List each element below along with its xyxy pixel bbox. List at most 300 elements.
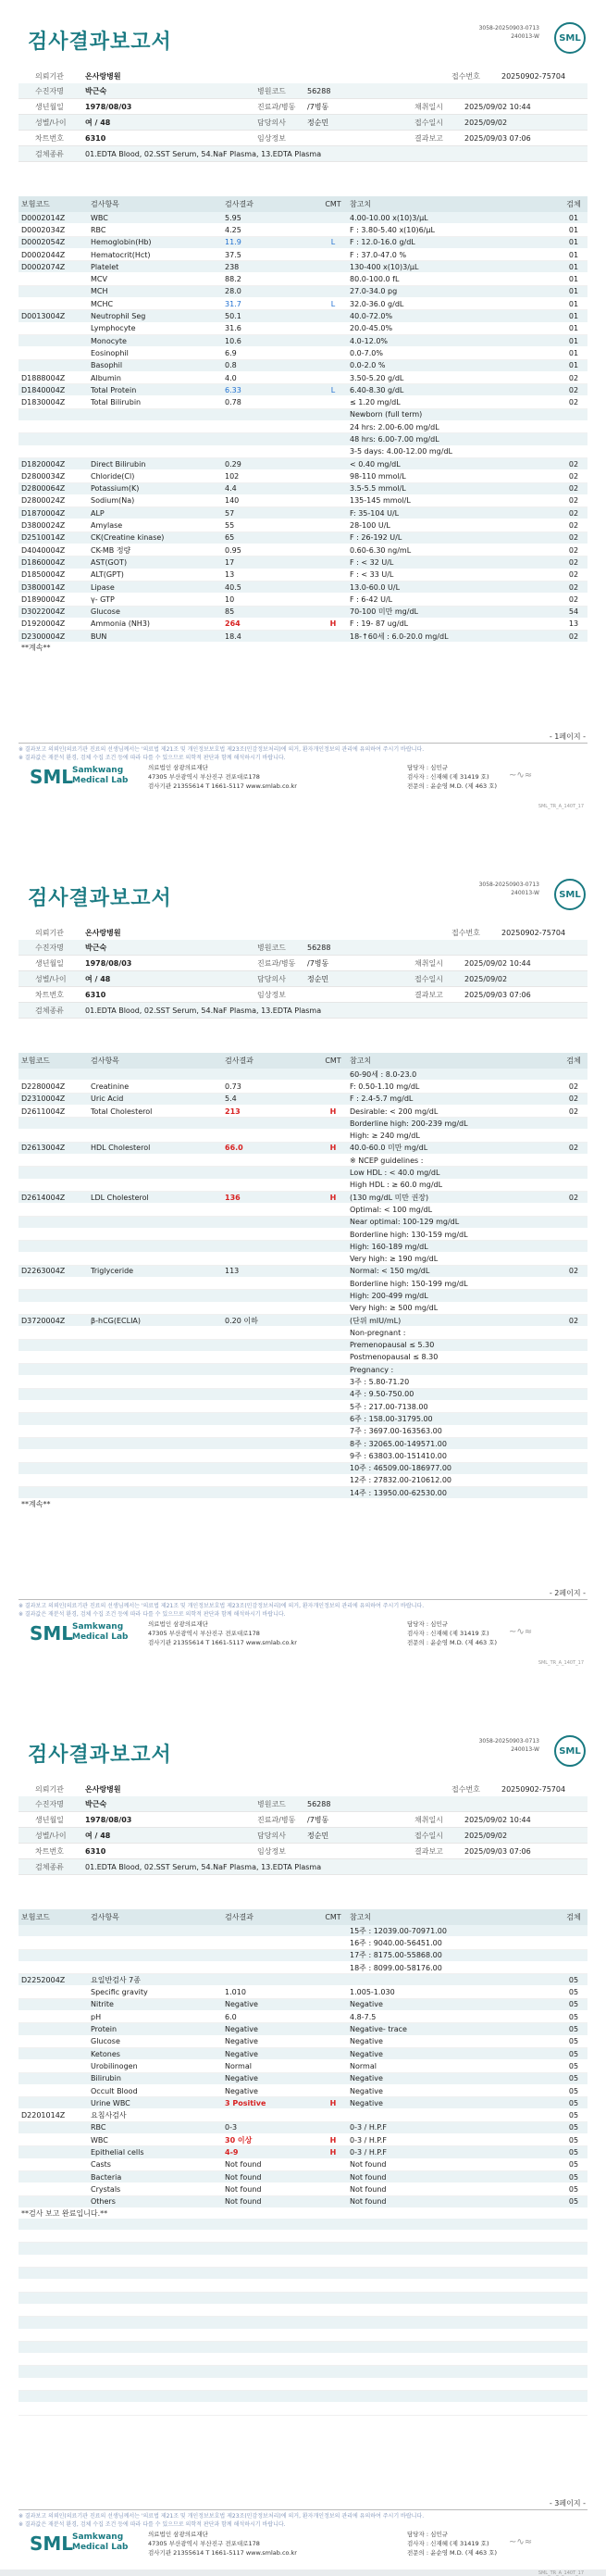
result-cell: 88.2 [225, 275, 241, 284]
blank-row [19, 2280, 587, 2292]
report-end-label: **검사 보고 완료입니다.** [21, 2208, 108, 2218]
result-cell: < 0.40 mg/dL [350, 459, 401, 469]
result-cell: F : < 33 U/L [350, 570, 394, 580]
result-row [19, 1925, 587, 1937]
footer-reporter: 담당자 : 심민규 [407, 764, 448, 771]
result-cell: BUN [91, 631, 107, 641]
result-cell: 0.0-2.0 % [350, 361, 386, 370]
result-cell: 6.9 [225, 348, 237, 357]
column-header: CMT [325, 1913, 341, 1921]
result-cell: 5.4 [225, 1094, 237, 1104]
info-value-collected: 2025/09/02 10:44 [464, 958, 531, 968]
result-cell: F : 6-42 U/L [350, 594, 393, 604]
result-cell: 17주 : 8175.00-55868.00 [350, 1951, 442, 1960]
footer-tester: 검사자 : 신재혜 (제 31419 호) [407, 1630, 489, 1637]
result-cell: Postmenopausal ≤ 8.30 [350, 1353, 439, 1362]
result-cell: 55 [225, 521, 235, 531]
result-cell: H [329, 619, 337, 629]
result-cell: D2800064Z [21, 484, 66, 494]
results-table [19, 1909, 587, 2416]
column-header: 보험코드 [21, 200, 50, 208]
result-cell: D1890004Z [21, 594, 66, 604]
report-code: 240013-W [511, 890, 539, 896]
result-cell: 02 [568, 594, 579, 604]
result-cell: 16주 : 9040.00-56451.00 [350, 1938, 442, 1947]
result-cell: Not found [225, 2197, 262, 2207]
result-cell: 4.25 [225, 225, 241, 234]
result-cell: 0.60-6.30 ng/mL [350, 545, 412, 555]
result-row [19, 224, 587, 236]
result-cell: Specific gravity [91, 1988, 148, 1997]
result-cell: L [330, 238, 336, 247]
sml-logo-icon: SML [554, 22, 586, 54]
result-cell: ※ NCEP guidelines : [350, 1156, 424, 1165]
result-cell: D1920004Z [21, 619, 66, 629]
info-label-hospital_code: 병원코드 [257, 86, 286, 95]
results-table [19, 196, 587, 653]
result-cell: 4.0 [225, 373, 237, 382]
handwritten-signature: ~∿≈ [509, 2537, 533, 2547]
result-cell: D3800014Z [21, 582, 66, 592]
result-cell: 85 [225, 607, 235, 617]
results-header [19, 1909, 587, 1925]
result-cell: 05 [568, 2025, 579, 2034]
result-cell: MCV [91, 275, 107, 284]
result-cell: 02 [568, 471, 579, 481]
result-cell: 18.4 [225, 631, 241, 641]
column-header: 검사항목 [91, 1057, 119, 1065]
result-cell: 02 [568, 545, 579, 555]
result-row [19, 1413, 587, 1425]
result-cell: F : < 32 U/L [350, 557, 394, 567]
info-value-dept: /7병동 [307, 102, 329, 111]
info-label-receipt_no: 접수번호 [451, 928, 480, 937]
result-cell: 6.40-8.30 g/dL [350, 385, 404, 394]
result-cell: D2310004Z [21, 1094, 66, 1104]
column-header: 보험코드 [21, 1913, 50, 1921]
result-cell: Epithelial cells [91, 2147, 144, 2157]
info-label-collected: 채취일시 [414, 958, 443, 968]
info-value-dob: 1978/08/03 [85, 102, 132, 111]
blank-row [19, 2243, 587, 2255]
result-row [19, 594, 587, 606]
info-label-chart_no: 차트번호 [35, 133, 64, 143]
info-value-specimen: 01.EDTA Blood, 02.SST Serum, 54.NaF Plasma, 13.EDTA Plasma [85, 149, 322, 158]
result-row [19, 409, 587, 421]
result-cell: Protein [91, 2025, 117, 2034]
result-row [19, 1278, 587, 1290]
result-row [19, 1376, 587, 1388]
report-page [0, 1713, 606, 2576]
result-cell: Direct Bilirubin [91, 459, 146, 469]
signatories [407, 763, 497, 791]
result-cell: 0.78 [225, 398, 241, 407]
result-cell: RBC [91, 2123, 106, 2132]
result-cell: γ- GTP [91, 594, 115, 604]
footer-reporter: 담당자 : 심민규 [407, 2531, 448, 2538]
result-row [19, 1167, 587, 1179]
result-cell: 05 [568, 2184, 579, 2194]
result-row [19, 2159, 587, 2171]
result-cell: HDL Cholesterol [91, 1144, 151, 1153]
result-row [19, 619, 587, 631]
blank-row [19, 2219, 587, 2231]
blank-row [19, 2293, 587, 2305]
result-row [19, 1180, 587, 1192]
results-header [19, 196, 587, 212]
result-row [19, 507, 587, 519]
result-cell: 130-400 x(10)3/μL [350, 262, 419, 271]
result-cell: 40.5 [225, 582, 241, 592]
result-cell: 102 [225, 471, 240, 481]
info-label-receipt_no: 접수번호 [451, 71, 480, 81]
result-cell: 28-100 U/L [350, 521, 390, 531]
result-cell: CK-MB 정량 [91, 545, 131, 555]
result-cell: 02 [568, 533, 579, 543]
result-cell: Negative [350, 2000, 383, 2009]
info-row [19, 1003, 587, 1019]
info-row [19, 131, 587, 146]
result-row [19, 569, 587, 581]
result-cell: 02 [568, 1193, 579, 1202]
result-cell: 13 [225, 570, 235, 580]
result-cell: 01 [568, 324, 579, 333]
result-cell: Bilirubin [91, 2074, 121, 2083]
result-cell: 4.4 [225, 484, 237, 494]
result-cell: Crystals [91, 2184, 121, 2194]
blank-row [19, 2268, 587, 2280]
result-cell: D2613004Z [21, 1144, 66, 1153]
column-header: 검사항목 [91, 200, 119, 208]
result-cell: Borderline high: 130-159 mg/dL [350, 1230, 468, 1239]
result-cell: H [329, 2098, 337, 2107]
result-cell: Eosinophil [91, 348, 129, 357]
result-row [19, 1352, 587, 1364]
result-row [19, 2060, 587, 2072]
footer-tester: 검사자 : 신재혜 (제 31419 호) [407, 773, 489, 781]
info-label-dob: 생년월일 [35, 958, 64, 968]
result-cell: 05 [568, 1975, 579, 1984]
result-row [19, 1303, 587, 1315]
result-cell: D1850004Z [21, 570, 66, 580]
result-cell: 02 [568, 1082, 579, 1091]
footer-license: 검사기관 21355614 T 1661-5117 www.smlab.co.kr [148, 1639, 297, 1646]
result-row [19, 1081, 587, 1093]
info-value-hospital_code: 56288 [307, 86, 331, 95]
result-cell: 14주 : 13950.00-62530.00 [350, 1488, 447, 1497]
result-cell: Not found [350, 2184, 387, 2194]
result-cell: Very high: ≥ 190 mg/dL [350, 1255, 439, 1264]
company-name-line-2: Medical Lab [72, 1632, 129, 1642]
footer-address: 47305 부산광역시 부산진구 전포대로178 [148, 2540, 260, 2547]
result-cell: 05 [568, 2197, 579, 2207]
result-row [19, 2023, 587, 2035]
sml-logo-mark-icon: SML [30, 766, 74, 788]
result-cell: D2611004Z [21, 1107, 66, 1116]
info-value-chart_no: 6310 [85, 990, 106, 999]
result-row [19, 2085, 587, 2097]
result-row [19, 249, 587, 261]
info-label-dob: 생년월일 [35, 102, 64, 111]
footer-license: 검사기관 21355614 T 1661-5117 www.smlab.co.kr [148, 2549, 297, 2557]
result-cell: 140 [225, 496, 240, 506]
continue-label: **계속** [21, 1500, 51, 1509]
disclaimer-line: ※ 결과값은 재분석 환경, 검체 수집 조건 등에 따라 다를 수 있으므로 의학적 판단과 함께 해석하시기 바랍니다. [19, 755, 286, 761]
blank-row [19, 2379, 587, 2391]
result-row [19, 2036, 587, 2048]
result-cell: AST(GOT) [91, 557, 128, 567]
result-row [19, 606, 587, 619]
result-cell: 02 [568, 1267, 579, 1276]
result-cell: D1870004Z [21, 508, 66, 518]
result-cell: Negative [225, 2086, 258, 2095]
info-value-patient_name: 박근숙 [85, 86, 107, 95]
result-cell: 02 [568, 373, 579, 382]
result-row [19, 495, 587, 507]
result-row [19, 1204, 587, 1216]
info-value-doctor: 정순민 [307, 118, 329, 127]
result-cell: 02 [568, 557, 579, 567]
result-cell: 5.95 [225, 213, 241, 222]
result-cell: 12주 : 27832.00-210612.00 [350, 1476, 452, 1485]
sml-logo-icon: SML [554, 879, 586, 910]
result-cell: Total Protein [91, 385, 137, 394]
result-cell: β-hCG(ECLIA) [91, 1316, 142, 1325]
result-cell: Total Cholesterol [91, 1107, 153, 1116]
result-cell: 8주 : 32065.00-149571.00 [350, 1439, 447, 1448]
report-code: 3058-20250903-0713 [478, 1738, 539, 1744]
result-cell: Hematocrit(Hct) [91, 250, 151, 259]
info-label-reported: 결과보고 [414, 133, 443, 143]
info-label-chart_no: 차트번호 [35, 1846, 64, 1856]
info-row [19, 69, 587, 83]
result-row [19, 1974, 587, 1986]
result-row [19, 298, 587, 310]
result-row [19, 1937, 587, 1949]
result-cell: 6.0 [225, 2012, 237, 2021]
result-row [19, 1986, 587, 1998]
result-cell: D4040004Z [21, 545, 66, 555]
blank-row [19, 2317, 587, 2329]
info-value-sex_age: 여 / 48 [85, 1831, 111, 1840]
result-row [19, 2183, 587, 2195]
result-cell: 80.0-100.0 fL [350, 275, 400, 284]
result-row [19, 323, 587, 335]
result-cell: 05 [568, 2074, 579, 2083]
result-row [19, 273, 587, 285]
sml-logo-mark-icon: SML [30, 1622, 74, 1644]
info-label-received: 접수일시 [414, 118, 443, 127]
result-cell: 7주 : 3697.00-163563.00 [350, 1427, 442, 1436]
result-row [19, 2097, 587, 2109]
result-cell: 5주 : 217.00-7138.00 [350, 1402, 428, 1411]
result-cell: 13.0-60.0 U/L [350, 582, 401, 592]
result-cell: Monocyte [91, 336, 127, 345]
result-cell: D2800024Z [21, 496, 66, 506]
result-row [19, 2196, 587, 2208]
result-cell: MCHC [91, 299, 114, 308]
column-header: 참고치 [350, 200, 372, 208]
info-row [19, 1828, 587, 1844]
result-row [19, 1426, 587, 1438]
result-cell: 05 [568, 2135, 579, 2145]
result-cell: RBC [91, 225, 106, 234]
disclaimer-line: ※ 결과보고 의뢰인(의료기관 진료의 선생님께서는 '의료법 제21조 및 개인정보보호법 제23조(민감정보처리)에 의거, 환자개인정보의 관리에 유의하여 주시기 바랍니다. [19, 746, 425, 753]
info-label-sex_age: 성별/나이 [35, 118, 67, 127]
info-value-reported: 2025/09/03 07:06 [464, 1846, 531, 1856]
result-row [19, 1130, 587, 1142]
result-cell: 0-3 / H.P.F [350, 2135, 387, 2145]
result-cell: WBC [91, 213, 108, 222]
result-cell: Lymphocyte [91, 324, 136, 333]
blank-row [19, 2305, 587, 2317]
result-cell: D2300004Z [21, 631, 66, 641]
result-cell: 02 [568, 385, 579, 394]
report-title: 검사결과보고서 [28, 1744, 172, 1767]
result-row [19, 1450, 587, 1462]
result-row [19, 310, 587, 322]
result-row [19, 1340, 587, 1352]
footer-specialist: 전문의 : 윤순영 M.D. (제 463 호) [407, 2549, 498, 2557]
result-row [19, 2109, 587, 2121]
result-cell: 05 [568, 1988, 579, 1997]
result-row [19, 347, 587, 359]
footer-specialist: 전문의 : 윤순영 M.D. (제 463 호) [407, 782, 498, 790]
page-number: - 1페이지 - [549, 732, 586, 741]
result-cell: Not found [350, 2160, 387, 2170]
result-cell: 01 [568, 299, 579, 308]
result-row [19, 261, 587, 273]
result-cell: 4.8-7.5 [350, 2012, 377, 2021]
result-cell: D0002044Z [21, 250, 66, 259]
result-cell: Low HDL : < 40.0 mg/dL [350, 1169, 440, 1178]
result-cell: Amylase [91, 521, 123, 531]
result-cell: 10 [225, 594, 235, 604]
info-value-dob: 1978/08/03 [85, 1815, 132, 1824]
info-value-receipt_no: 20250902-75704 [501, 1784, 566, 1794]
results-header [19, 1053, 587, 1069]
company-name-en [72, 1622, 128, 1643]
result-cell: D1888004Z [21, 373, 66, 382]
result-cell: D0002074Z [21, 262, 66, 271]
result-cell: High: 200-499 mg/dL [350, 1291, 428, 1300]
info-row [19, 99, 587, 115]
result-cell: 01 [568, 287, 579, 296]
footer-reporter: 담당자 : 심민규 [407, 1620, 448, 1628]
result-cell: Lipase [91, 582, 115, 592]
result-row [19, 483, 587, 495]
result-cell: Chloride(Cl) [91, 471, 135, 481]
continue-label: **계속** [21, 644, 51, 653]
report-footer [19, 761, 587, 809]
result-cell: 40.0-72.0% [350, 312, 393, 321]
info-value-specimen: 01.EDTA Blood, 02.SST Serum, 54.NaF Plasma, 13.EDTA Plasma [85, 1006, 322, 1015]
result-cell: 65 [225, 533, 235, 543]
company-name-line-1: Samkwang [72, 1622, 124, 1632]
column-header: 검사결과 [225, 200, 254, 208]
footer-tester: 검사자 : 신재혜 (제 31419 호) [407, 2540, 489, 2547]
result-cell: F : 2.4-5.7 mg/dL [350, 1094, 414, 1104]
info-value-institution: 온사랑병원 [85, 1784, 121, 1794]
footer-address: 47305 부산광역시 부산진구 전포대로178 [148, 1630, 260, 1637]
blank-row [19, 2342, 587, 2354]
result-row [19, 2134, 587, 2146]
info-value-sex_age: 여 / 48 [85, 118, 111, 127]
result-row [19, 1266, 587, 1278]
result-cell: 1.005-1.030 [350, 1988, 395, 1997]
result-row [19, 1389, 587, 1401]
blank-row [19, 2403, 587, 2415]
report-footer [19, 2528, 587, 2576]
result-cell: 02 [568, 1144, 579, 1153]
result-cell: H [329, 1107, 337, 1116]
result-cell: Total Bilirubin [91, 398, 142, 407]
info-value-chart_no: 6310 [85, 133, 106, 143]
info-label-sex_age: 성별/나이 [35, 1831, 67, 1840]
result-row [19, 421, 587, 433]
result-cell: Not found [225, 2184, 262, 2194]
result-cell: Negative [350, 2049, 383, 2058]
info-value-received: 2025/09/02 [464, 974, 508, 983]
blank-row [19, 2391, 587, 2403]
report-code: 240013-W [511, 1746, 539, 1753]
result-cell: Not found [225, 2172, 262, 2182]
info-row [19, 83, 587, 99]
column-header: 검사항목 [91, 1913, 119, 1921]
result-row [19, 2048, 587, 2060]
report-code: 240013-W [511, 33, 539, 40]
result-cell: Others [91, 2197, 116, 2207]
result-cell: Glucose [91, 2037, 120, 2046]
result-cell: Albumin [91, 373, 121, 382]
info-label-institution: 의뢰기관 [35, 928, 64, 937]
info-value-chart_no: 6310 [85, 1846, 106, 1856]
company-name-en [72, 766, 128, 786]
result-cell: 4.00-10.00 x(10)3/μL [350, 213, 428, 222]
column-header: 보험코드 [21, 1057, 50, 1065]
result-cell: 3 Positive [225, 2098, 266, 2107]
result-cell: Sodium(Na) [91, 496, 135, 506]
result-cell: 02 [568, 1094, 579, 1104]
result-cell: D0002014Z [21, 213, 66, 222]
result-cell: 01 [568, 312, 579, 321]
result-cell: 02 [568, 631, 579, 641]
result-row [19, 1118, 587, 1130]
result-cell: 05 [568, 2049, 579, 2058]
result-cell: 02 [568, 1107, 579, 1116]
result-cell: Basophil [91, 361, 123, 370]
result-row [19, 519, 587, 531]
result-cell: Creatinine [91, 1082, 130, 1091]
result-cell: 0.0-7.0% [350, 348, 383, 357]
result-cell: 0.73 [225, 1082, 241, 1091]
result-row [19, 470, 587, 482]
company-name-line-2: Medical Lab [72, 2543, 129, 2552]
info-label-doctor: 담당의사 [257, 1831, 286, 1840]
result-cell: D2263004Z [21, 1267, 66, 1276]
disclaimer-line: ※ 결과값은 재분석 환경, 검체 수집 조건 등에 따라 다를 수 있으므로 의학적 판단과 함께 해석하시기 바랍니다. [19, 2521, 286, 2528]
result-cell: Negative [225, 2049, 258, 2058]
info-label-received: 접수일시 [414, 974, 443, 983]
result-row [19, 1241, 587, 1253]
result-cell: 238 [225, 262, 240, 271]
result-cell: Pregnancy : [350, 1365, 394, 1374]
info-label-doctor: 담당의사 [257, 974, 286, 983]
signatories [407, 2530, 497, 2557]
result-cell: F: 35-104 U/L [350, 508, 400, 518]
info-label-clinical_info: 임상정보 [257, 133, 286, 143]
result-cell: 0-3 / H.P.F [350, 2147, 387, 2157]
